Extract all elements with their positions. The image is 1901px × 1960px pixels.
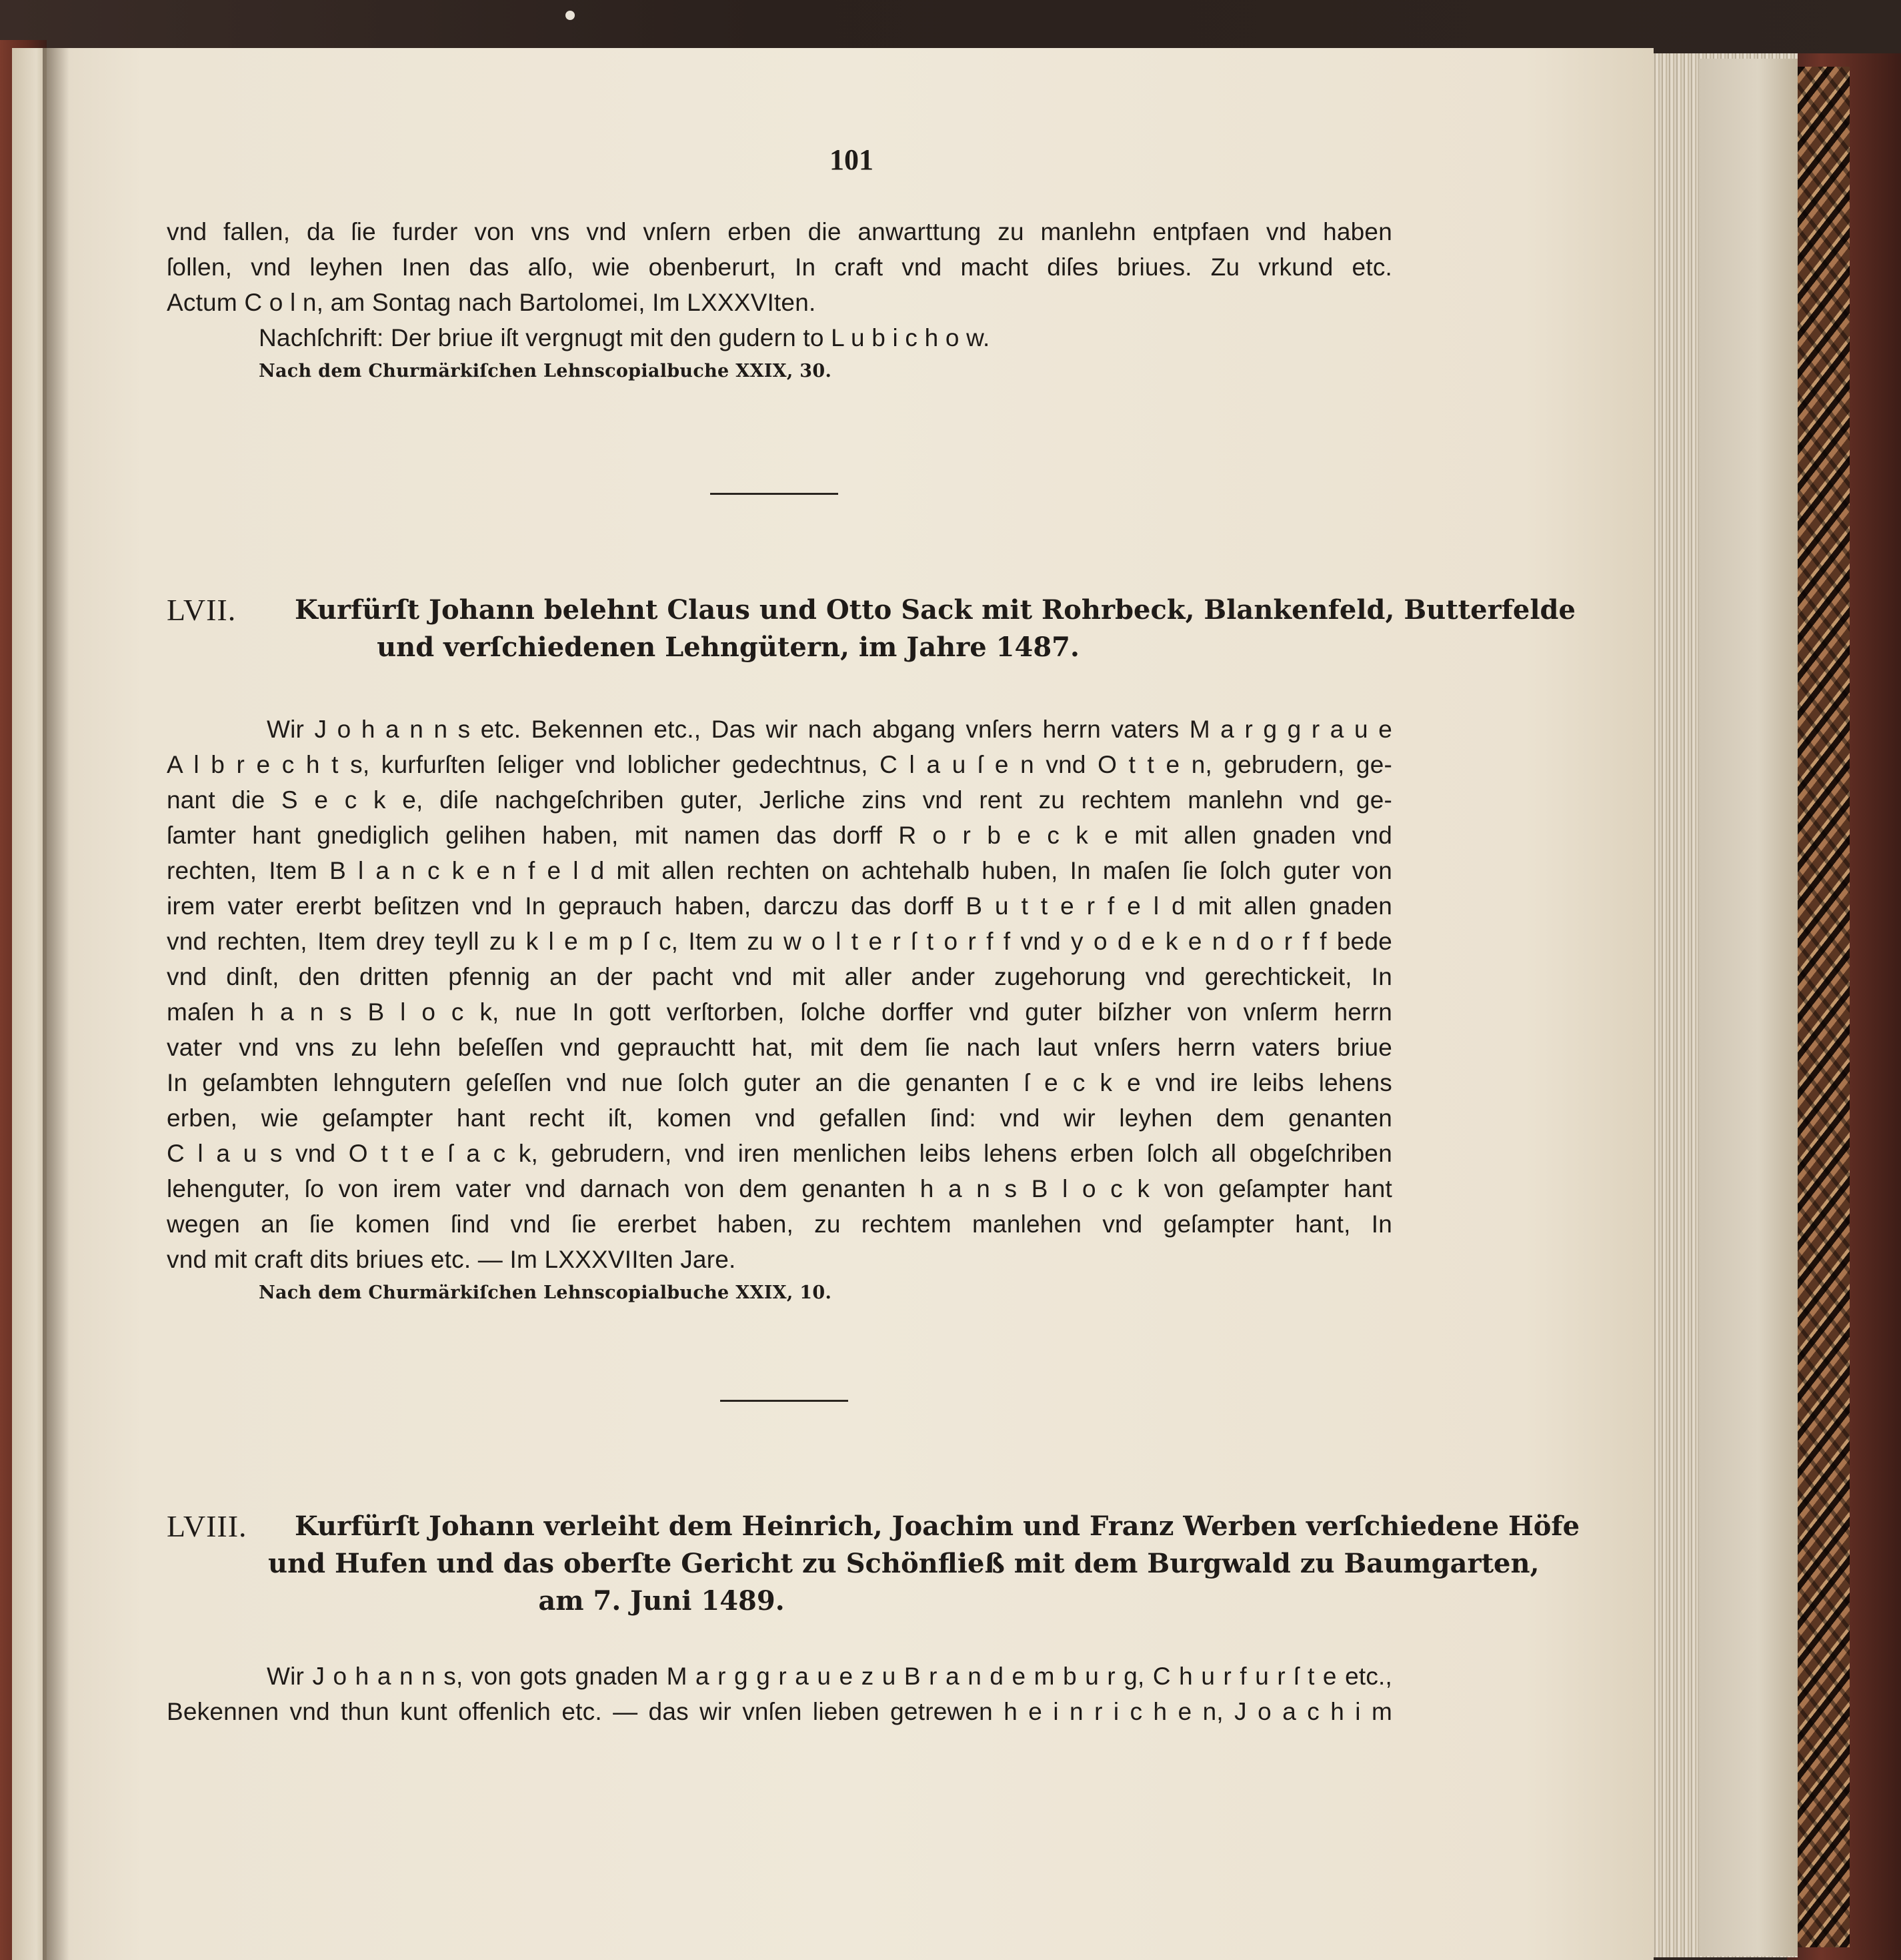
text-line: C l a u s vnd O t t e ſ a c k, gebrudern, vnd iren menlichen leibs lehens erben ſolch all obgeſchriben [167, 1140, 1392, 1167]
text-line: lehenguter, ſo von irem vater vnd darnach von dem genanten h a n s B l o c k von geſampter hant [167, 1175, 1392, 1202]
text-line: vnd dinſt, den dritten pfennig an der pacht vnd mit aller ander zugehorung vnd gerechtickeit, In [167, 963, 1392, 990]
text-line: Wir J o h a n n s, von gots gnaden M a r g g r a u e z u B r a n d e m b u r g, C h u r f u r ſ t e etc., [267, 1663, 1392, 1690]
text-line: maſen h a n s B l o c k, nue In gott verſtorben, ſolche dorffer vnd guter biſzher von vnſerm herrn [167, 998, 1392, 1026]
text-line: ſamter hant gnediglich gelihen haben, mit namen das dorff R o r b e c k e mit allen gnaden vnd [167, 822, 1392, 849]
section-divider [720, 1400, 848, 1402]
text-line: vnd fallen, da ſie furder von vns vnd vnſern erben die anwarttung zu manlehn entpfaen vnd haben [167, 218, 1392, 245]
marbled-cover-edge [1798, 67, 1850, 1947]
text-line: erben, wie geſampter hant recht iſt, komen vnd gefallen ſind: vnd wir leyhen dem genanten [167, 1104, 1392, 1132]
text-line: vnd mit craft dits briues etc. — Im LXXXVIIten Jare. [167, 1246, 736, 1273]
postscript: Nachſchrift: Der briue iſt vergnugt mit den gudern to L u b i c h o w. [259, 324, 990, 351]
section-number-lviii: LVIII. [167, 1509, 247, 1543]
text-line: ſollen, vnd leyhen Inen das alſo, wie obenberurt, In craft vnd macht diſes briues. Zu vrkund etc. [167, 253, 1392, 281]
source-note: Nach dem Churmärkiſchen Lehnscopialbuche XXIX, 10. [259, 1282, 832, 1303]
section-heading-lviii-line3: am 7. Juni 1489. [538, 1585, 785, 1617]
page-block [1699, 59, 1798, 1956]
text-line: Bekennen vnd thun kunt offenlich etc. — das wir vnſen lieben getrewen h e i n r i c h e n, J o a c h i m [167, 1698, 1392, 1725]
text-line: In geſambten lehngutern geſeſſen vnd nue ſolch guter an die genanten ſ e c k e vnd ire leibs lehens [167, 1069, 1392, 1096]
source-note: Nach dem Churmärkiſchen Lehnscopialbuche XXIX, 30. [259, 361, 832, 381]
gutter-shadow [43, 48, 69, 1960]
text-line: wegen an ſie komen ſind vnd ſie ererbet haben, zu rechtem manlehen vnd geſampter hant, In [167, 1210, 1392, 1238]
scan-marker [565, 11, 575, 20]
section-heading-lvii: Kurfürſt Johann belehnt Claus und Otto Sack mit Rohrbeck, Blankenfeld, Butterfelde [295, 594, 1576, 626]
section-heading-lviii-line2: und Hufen und das oberſte Gericht zu Schönfließ mit dem Burgwald zu Baumgarten, [268, 1548, 1540, 1579]
text-line: Actum C o l n, am Sontag nach Bartolomei, Im LXXXVIten. [167, 289, 816, 316]
text-line: vater vnd vns zu lehn beſeſſen vnd geprauchtt hat, mit dem ſie nach laut vnſers herrn vaters briue [167, 1034, 1392, 1061]
left-page-edge [12, 48, 47, 1960]
text-line: nant die S e c k e, diſe nachgeſchriben guter, Jerliche zins vnd rent zu rechtem manlehn vnd ge- [167, 786, 1392, 814]
text-line: Wir J o h a n n s etc. Bekennen etc., Das wir nach abgang vnſers herrn vaters M a r g g r a u e [267, 716, 1392, 743]
text-line: vnd rechten, Item drey teyll zu k l e m p ſ c, Item zu w o l t e r ſ t o r f f vnd y o d e k e n d o r f f bede [167, 928, 1392, 955]
book-page [47, 48, 1654, 1960]
section-heading-lvii-line2: und verſchiedenen Lehngütern, im Jahre 1487. [377, 632, 1080, 663]
page-number: 101 [829, 143, 873, 176]
section-number-lvii: LVII. [167, 593, 237, 627]
text-line: A l b r e c h t s, kurfurſten ſeliger vnd loblicher gedechtnus, C l a u ſ e n vnd O t t e n, gebrudern, ge- [167, 751, 1392, 778]
section-divider [710, 493, 838, 495]
text-line: rechten, Item B l a n c k e n f e l d mit allen rechten on achtehalb huben, In maſen ſie ſolch guter von [167, 857, 1392, 884]
text-line: irem vater ererbt beſitzen vnd In geprauch haben, darczu das dorff B u t t e r f e l d mit allen gnaden [167, 892, 1392, 920]
section-heading-lviii: Kurfürſt Johann verleiht dem Heinrich, Joachim und Franz Werben verſchiedene Höfe [295, 1511, 1580, 1542]
